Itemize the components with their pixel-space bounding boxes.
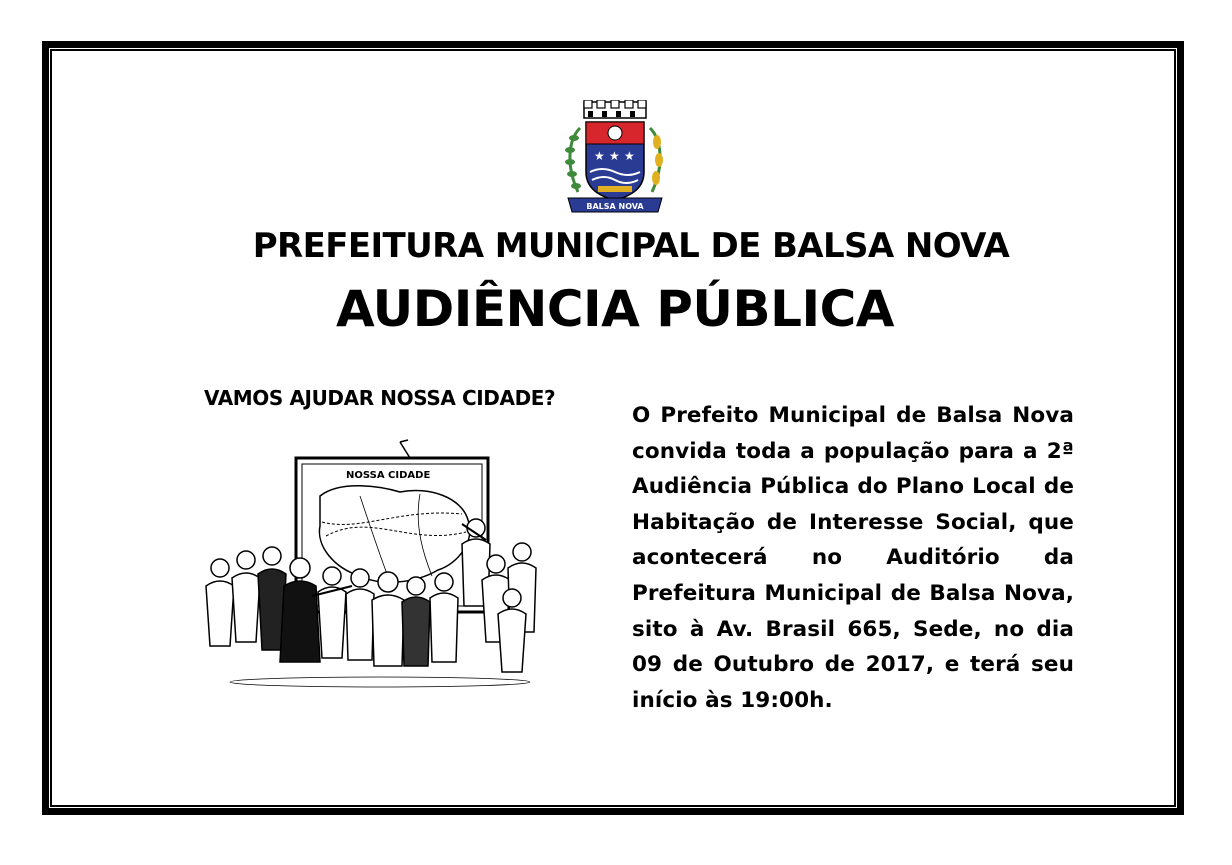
crest-ribbon-text: BALSA NOVA [586, 202, 644, 211]
page-title: PREFEITURA MUNICIPAL DE BALSA NOVA [252, 226, 1010, 266]
cartoon-caption: VAMOS AJUDAR NOSSA CIDADE? [204, 386, 556, 410]
board-label: NOSSA CIDADE [346, 470, 431, 481]
coat-of-arms-icon [562, 100, 668, 218]
svg-text:★: ★ [609, 149, 620, 163]
page-subtitle: AUDIÊNCIA PÚBLICA [336, 280, 894, 338]
svg-text:★: ★ [594, 149, 605, 163]
svg-text:★: ★ [624, 149, 635, 163]
announcement-text: O Prefeito Municipal de Balsa Nova convida toda a população para a 2ª Audiência Pública do Plano Local de Habitação de Interesse Social, que acontecerá no Auditório da Prefeitura Municipal de Balsa Nova, sito à Av. Brasil 665, Sede, no dia 09 de Outubro de 2017, e terá seu início às 19:00h. [632, 403, 1074, 713]
city-planning-cartoon-icon [200, 436, 560, 696]
